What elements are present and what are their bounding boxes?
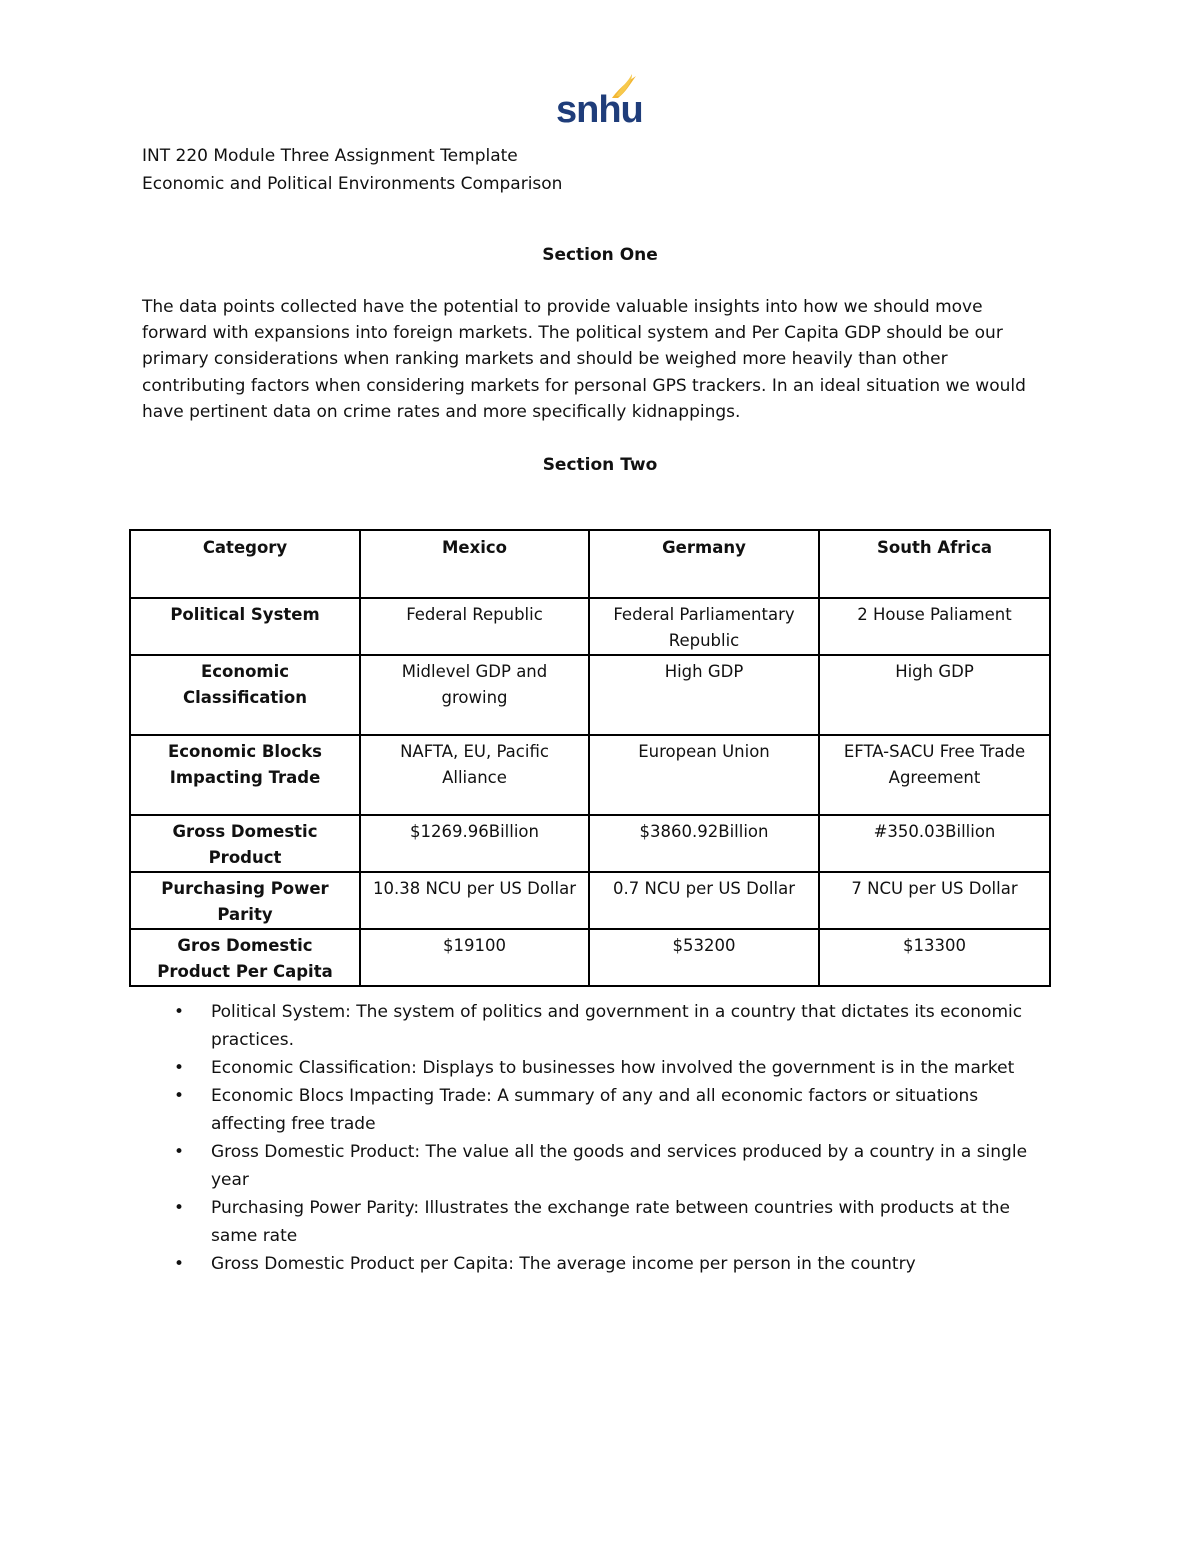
bullet-icon: • [174,1002,185,1022]
definition-text: Economic Classification: Displays to businesses how involved the government is in the market [211,1058,1015,1078]
row-label: Gross Domestic Product [130,815,360,872]
section-one-paragraph [142,294,1062,425]
document-subtitle: Economic and Political Environments Comparison [142,174,563,194]
definitions-list [142,998,1052,1278]
table-cell: Midlevel GDP and growing [360,655,589,735]
table-cell: 2 House Paliament [819,598,1050,655]
comparison-table [129,529,1051,987]
table-cell: $3860.92Billion [589,815,819,872]
table-cell: #350.03Billion [819,815,1050,872]
table-row [130,815,1050,872]
table-row [130,598,1050,655]
section-one-heading: Section One [542,245,658,265]
table-cell: Federal Republic [360,598,589,655]
definition-text: Purchasing Power Parity: Illustrates the exchange rate between countries with products at the same rate [211,1198,1010,1246]
logo-wordmark: snhu [556,89,643,131]
table-row [130,872,1050,929]
row-label: Gros Domestic Product Per Capita [130,929,360,986]
definition-text: Political System: The system of politics and government in a country that dictates its economic practices. [211,1002,1023,1050]
header-south-africa: South Africa [819,530,1050,598]
table-cell: NAFTA, EU, Pacific Alliance [360,735,589,815]
table-header-row [130,530,1050,598]
paragraph-line: primary considerations when ranking markets and should be weighed more heavily than other [142,349,948,370]
row-label: Purchasing Power Parity [130,872,360,929]
list-item [142,1082,1052,1138]
table-row [130,929,1050,986]
list-item [142,998,1052,1054]
bullet-icon: • [174,1198,185,1218]
list-item [142,1138,1052,1194]
table-cell: $1269.96Billion [360,815,589,872]
row-label: Political System [130,598,360,655]
paragraph-line: contributing factors when considering markets for personal GPS trackers. In an ideal situation we would [142,375,1026,396]
paragraph-line: forward with expansions into foreign markets. The political system and Per Capita GDP should be our [142,323,1003,344]
table-cell: $53200 [589,929,819,986]
table-cell: $19100 [360,929,589,986]
section-two-heading: Section Two [542,455,658,475]
list-item [142,1194,1052,1250]
paragraph-line: have pertinent data on crime rates and more specifically kidnappings. [142,401,741,422]
header-category: Category [130,530,360,598]
table-cell: EFTA-SACU Free Trade Agreement [819,735,1050,815]
table-cell: High GDP [589,655,819,735]
definition-text: Gross Domestic Product: The value all the goods and services produced by a country in a single year [211,1142,1028,1190]
list-item [142,1250,1052,1278]
table-cell: 7 NCU per US Dollar [819,872,1050,929]
table-row [130,655,1050,735]
list-item [142,1054,1052,1082]
bullet-icon: • [174,1142,185,1162]
table-cell: European Union [589,735,819,815]
table-cell: 10.38 NCU per US Dollar [360,872,589,929]
header-mexico: Mexico [360,530,589,598]
table-cell: High GDP [819,655,1050,735]
bullet-icon: • [174,1058,185,1078]
header-germany: Germany [589,530,819,598]
table-cell: Federal Parliamentary Republic [589,598,819,655]
row-label: Economic Classification [130,655,360,735]
bullet-icon: • [174,1086,185,1106]
snhu-logo [556,72,643,134]
definition-text: Economic Blocs Impacting Trade: A summary of any and all economic factors or situations affecting free trade [211,1086,979,1134]
table-row [130,735,1050,815]
paragraph-line: The data points collected have the potential to provide valuable insights into how we should move [142,297,983,317]
definition-text: Gross Domestic Product per Capita: The average income per person in the country [211,1254,916,1274]
row-label: Economic Blocks Impacting Trade [130,735,360,815]
bullet-icon: • [174,1254,185,1274]
table-cell: 0.7 NCU per US Dollar [589,872,819,929]
document-title: INT 220 Module Three Assignment Template [142,146,518,166]
table-cell: $13300 [819,929,1050,986]
